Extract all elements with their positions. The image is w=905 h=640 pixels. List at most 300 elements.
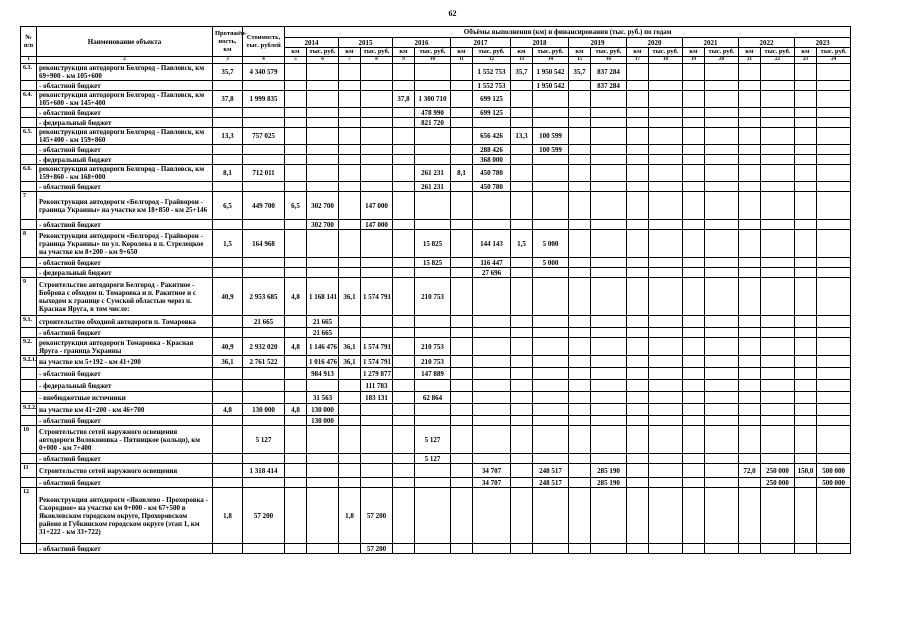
year-rub-cell <box>591 488 627 544</box>
row-object-name: - областной бюджет <box>37 145 213 155</box>
row-object-name: - областной бюджет <box>37 544 213 554</box>
year-rub-cell <box>533 268 569 278</box>
year-km-cell <box>339 81 361 91</box>
year-rub-cell: 100 599 <box>533 128 569 145</box>
year-km-cell: 13,3 <box>511 128 533 145</box>
year-rub-cell <box>761 278 795 316</box>
year-rub-cell <box>649 316 683 328</box>
year-rub-cell <box>705 478 739 488</box>
year-km-cell <box>285 426 307 454</box>
column-number: 1 <box>21 57 37 64</box>
year-rub-cell <box>705 192 739 220</box>
year-km-cell <box>451 192 473 220</box>
year-km-cell <box>339 416 361 426</box>
row-cost: 130 000 <box>243 404 285 416</box>
year-km-cell <box>683 392 705 404</box>
row-index <box>21 155 37 165</box>
year-rub-cell <box>361 145 393 155</box>
year-rub-cell <box>761 416 795 426</box>
table-row <box>21 380 851 392</box>
year-rub-cell <box>705 220 739 230</box>
year-km-cell <box>511 464 533 478</box>
row-length <box>213 268 243 278</box>
year-km-cell <box>739 145 761 155</box>
year-rub-cell <box>361 416 393 426</box>
year-rub-cell <box>591 165 627 182</box>
year-km-cell <box>339 368 361 380</box>
year-km-cell <box>627 380 649 392</box>
year-km-cell <box>511 328 533 338</box>
year-rub-cell <box>817 145 851 155</box>
year-km-cell <box>739 478 761 488</box>
year-km-cell <box>569 192 591 220</box>
year-rub-cell <box>761 454 795 464</box>
year-km-cell <box>739 278 761 316</box>
year-rub-cell <box>649 64 683 81</box>
year-rub-cell <box>307 464 339 478</box>
year-rub-cell: 210 753 <box>415 338 451 356</box>
row-length: 35,7 <box>213 64 243 81</box>
year-rub-cell <box>533 91 569 108</box>
header-unit-rub: тыс. руб. <box>705 48 739 57</box>
year-rub-cell: 368 000 <box>473 155 511 165</box>
year-km-cell <box>569 416 591 426</box>
year-rub-cell: 1 168 141 <box>307 278 339 316</box>
year-km-cell <box>683 544 705 554</box>
table-row <box>21 165 851 182</box>
year-rub-cell: 656 426 <box>473 128 511 145</box>
year-rub-cell: 837 284 <box>591 64 627 81</box>
year-rub-cell <box>649 488 683 544</box>
year-km-cell <box>683 278 705 316</box>
header-unit-km: км <box>739 48 761 57</box>
year-rub-cell <box>361 404 393 416</box>
year-km-cell <box>569 454 591 464</box>
row-index: 8 <box>21 230 37 258</box>
row-index: 10 <box>21 426 37 454</box>
year-km-cell <box>795 108 817 118</box>
year-km-cell <box>683 64 705 81</box>
row-length <box>213 182 243 192</box>
year-km-cell <box>339 108 361 118</box>
year-km-cell <box>285 165 307 182</box>
year-rub-cell <box>533 454 569 464</box>
year-rub-cell: 111 783 <box>361 380 393 392</box>
table-row <box>21 426 851 454</box>
row-cost: 712 011 <box>243 165 285 182</box>
row-length <box>213 328 243 338</box>
year-km-cell <box>451 464 473 478</box>
year-rub-cell <box>817 182 851 192</box>
year-rub-cell: 699 125 <box>473 91 511 108</box>
year-rub-cell <box>591 368 627 380</box>
row-object-name: - областной бюджет <box>37 108 213 118</box>
year-rub-cell <box>705 145 739 155</box>
year-km-cell <box>285 392 307 404</box>
year-rub-cell <box>473 544 511 554</box>
year-rub-cell <box>473 426 511 454</box>
column-number: 4 <box>243 57 285 64</box>
year-rub-cell <box>705 118 739 128</box>
year-km-cell <box>627 316 649 328</box>
year-rub-cell <box>533 488 569 544</box>
year-rub-cell <box>307 165 339 182</box>
year-rub-cell <box>361 165 393 182</box>
year-rub-cell <box>705 416 739 426</box>
year-km-cell <box>683 118 705 128</box>
year-rub-cell: 248 517 <box>533 478 569 488</box>
year-rub-cell <box>649 278 683 316</box>
year-rub-cell <box>649 118 683 128</box>
year-km-cell <box>795 258 817 268</box>
year-km-cell <box>285 230 307 258</box>
year-rub-cell <box>361 128 393 145</box>
year-km-cell <box>739 426 761 454</box>
year-km-cell <box>627 368 649 380</box>
year-km-cell <box>285 454 307 464</box>
year-km-cell <box>569 488 591 544</box>
year-km-cell <box>569 91 591 108</box>
year-rub-cell <box>307 128 339 145</box>
year-rub-cell <box>817 165 851 182</box>
year-km-cell <box>627 328 649 338</box>
year-km-cell <box>393 488 415 544</box>
year-rub-cell <box>649 454 683 464</box>
column-number: 15 <box>569 57 591 64</box>
year-rub-cell <box>817 404 851 416</box>
year-km-cell <box>683 356 705 368</box>
year-km-cell <box>739 192 761 220</box>
year-rub-cell <box>533 356 569 368</box>
header-year: 2017 <box>451 38 511 48</box>
row-length <box>213 118 243 128</box>
year-km-cell <box>285 81 307 91</box>
year-rub-cell: 1 574 791 <box>361 356 393 368</box>
year-km-cell <box>451 81 473 91</box>
row-length <box>213 544 243 554</box>
year-rub-cell: 500 000 <box>817 478 851 488</box>
year-rub-cell <box>649 392 683 404</box>
year-rub-cell: 302 700 <box>307 192 339 220</box>
year-km-cell: 8,1 <box>451 165 473 182</box>
year-km-cell <box>339 268 361 278</box>
table-row <box>21 91 851 108</box>
year-rub-cell <box>761 192 795 220</box>
year-km-cell <box>511 338 533 356</box>
year-rub-cell <box>415 416 451 426</box>
year-km-cell <box>683 192 705 220</box>
year-rub-cell <box>415 220 451 230</box>
row-length <box>213 454 243 464</box>
year-km-cell <box>739 64 761 81</box>
row-length: 6,5 <box>213 192 243 220</box>
year-rub-cell <box>473 316 511 328</box>
year-km-cell <box>451 488 473 544</box>
year-km-cell <box>511 488 533 544</box>
year-rub-cell <box>533 192 569 220</box>
year-km-cell <box>739 220 761 230</box>
year-km-cell <box>739 380 761 392</box>
year-rub-cell <box>817 192 851 220</box>
year-rub-cell <box>761 91 795 108</box>
year-rub-cell <box>649 478 683 488</box>
table-row <box>21 368 851 380</box>
year-rub-cell <box>817 128 851 145</box>
table-row <box>21 278 851 316</box>
year-km-cell <box>339 404 361 416</box>
year-rub-cell <box>649 182 683 192</box>
table-row <box>21 404 851 416</box>
year-km-cell <box>339 380 361 392</box>
year-rub-cell <box>649 258 683 268</box>
year-rub-cell <box>817 328 851 338</box>
year-km-cell <box>393 544 415 554</box>
year-rub-cell <box>705 155 739 165</box>
year-rub-cell <box>817 426 851 454</box>
year-km-cell <box>393 392 415 404</box>
year-km-cell <box>393 165 415 182</box>
year-rub-cell <box>307 544 339 554</box>
header-year: 2019 <box>569 38 627 48</box>
year-rub-cell <box>361 64 393 81</box>
year-km-cell <box>627 230 649 258</box>
year-rub-cell <box>761 380 795 392</box>
year-rub-cell <box>817 380 851 392</box>
year-km-cell <box>451 128 473 145</box>
year-km-cell <box>285 155 307 165</box>
table-row <box>21 268 851 278</box>
year-rub-cell <box>817 488 851 544</box>
year-km-cell <box>795 230 817 258</box>
year-rub-cell: 147 000 <box>361 220 393 230</box>
year-km-cell <box>393 145 415 155</box>
year-km-cell <box>627 192 649 220</box>
row-object-name: - внебюджетные источники <box>37 392 213 404</box>
row-cost: 2 761 522 <box>243 356 285 368</box>
row-cost <box>243 328 285 338</box>
year-rub-cell <box>649 192 683 220</box>
year-rub-cell <box>591 380 627 392</box>
row-cost <box>243 182 285 192</box>
column-number: 8 <box>361 57 393 64</box>
year-rub-cell <box>473 368 511 380</box>
year-rub-cell <box>473 328 511 338</box>
header-unit-rub: тыс. руб. <box>817 48 851 57</box>
header-volumes-title: Объёмы выполнения (км) и финансирования (тыс. руб.) по годам <box>285 27 851 38</box>
year-km-cell <box>795 338 817 356</box>
column-numbers-row <box>21 57 851 64</box>
year-rub-cell <box>705 165 739 182</box>
row-index: 6.4. <box>21 91 37 108</box>
year-km-cell <box>339 155 361 165</box>
row-cost <box>243 118 285 128</box>
year-rub-cell <box>473 192 511 220</box>
year-km-cell <box>511 91 533 108</box>
year-km-cell <box>393 230 415 258</box>
table-row <box>21 64 851 81</box>
year-rub-cell <box>533 278 569 316</box>
year-km-cell <box>627 404 649 416</box>
year-km-cell <box>795 478 817 488</box>
year-rub-cell <box>473 416 511 426</box>
row-object-name: - областной бюджет <box>37 416 213 426</box>
year-rub-cell <box>817 316 851 328</box>
row-cost <box>243 380 285 392</box>
year-rub-cell <box>817 220 851 230</box>
year-km-cell <box>451 426 473 454</box>
table-row <box>21 182 851 192</box>
year-rub-cell <box>761 155 795 165</box>
row-object-name: реконструкция автодороги Белгород - Павловск, км 105+600 - км 145+400 <box>37 91 213 108</box>
table-row <box>21 464 851 478</box>
year-km-cell <box>569 128 591 145</box>
year-rub-cell <box>361 118 393 128</box>
year-km-cell <box>627 278 649 316</box>
year-rub-cell <box>533 182 569 192</box>
year-rub-cell: 5 127 <box>415 454 451 464</box>
year-km-cell <box>683 220 705 230</box>
year-rub-cell <box>361 258 393 268</box>
year-rub-cell <box>817 108 851 118</box>
year-km-cell <box>683 258 705 268</box>
year-km-cell <box>569 268 591 278</box>
header-unit-rub: тыс. руб. <box>533 48 569 57</box>
year-km-cell <box>339 220 361 230</box>
year-km-cell: 36,1 <box>339 356 361 368</box>
row-cost: 4 340 579 <box>243 64 285 81</box>
column-number: 2 <box>37 57 213 64</box>
year-km-cell <box>739 392 761 404</box>
year-km-cell <box>451 230 473 258</box>
year-km-cell <box>339 328 361 338</box>
year-rub-cell <box>817 544 851 554</box>
year-rub-cell: 450 780 <box>473 165 511 182</box>
year-km-cell <box>739 258 761 268</box>
year-rub-cell <box>761 356 795 368</box>
row-cost: 5 127 <box>243 426 285 454</box>
year-km-cell <box>393 128 415 145</box>
year-rub-cell <box>473 380 511 392</box>
year-km-cell <box>795 328 817 338</box>
year-rub-cell <box>649 128 683 145</box>
year-km-cell <box>451 220 473 230</box>
year-rub-cell <box>307 454 339 464</box>
year-km-cell <box>285 328 307 338</box>
year-km-cell <box>393 368 415 380</box>
header-unit-km: км <box>451 48 473 57</box>
year-rub-cell <box>361 230 393 258</box>
table-row <box>21 454 851 464</box>
year-km-cell <box>511 426 533 454</box>
year-km-cell: 4,8 <box>285 278 307 316</box>
row-cost: 164 968 <box>243 230 285 258</box>
header-length: Протяжён-ность, км <box>213 27 243 57</box>
year-km-cell <box>683 182 705 192</box>
row-length: 40,9 <box>213 278 243 316</box>
year-rub-cell <box>761 230 795 258</box>
year-rub-cell <box>591 328 627 338</box>
row-object-name: реконструкция автодороги Белгород - Павловск, км 159+860 - км 168+000 <box>37 165 213 182</box>
row-cost <box>243 81 285 91</box>
year-km-cell <box>451 316 473 328</box>
year-rub-cell <box>817 416 851 426</box>
year-rub-cell <box>705 368 739 380</box>
year-rub-cell <box>361 108 393 118</box>
row-object-name: - областной бюджет <box>37 258 213 268</box>
year-km-cell <box>683 316 705 328</box>
row-object-name: реконструкция автодороги Белгород - Павловск, км 69+900 - км 105+600 <box>37 64 213 81</box>
year-km-cell <box>739 356 761 368</box>
year-km-cell <box>511 145 533 155</box>
year-km-cell <box>739 368 761 380</box>
year-km-cell <box>795 64 817 81</box>
row-index <box>21 416 37 426</box>
year-rub-cell: 147 889 <box>415 368 451 380</box>
year-rub-cell <box>817 258 851 268</box>
year-km-cell <box>339 128 361 145</box>
row-object-name: - федеральный бюджет <box>37 268 213 278</box>
year-km-cell <box>393 338 415 356</box>
year-rub-cell: 478 990 <box>415 108 451 118</box>
year-rub-cell <box>591 182 627 192</box>
year-rub-cell <box>761 368 795 380</box>
year-km-cell <box>627 478 649 488</box>
row-object-name: Реконструкция автодороги «Яковлево - Прохоровка - Скородное» на участке км 0+000 - км 67+500 в Яковлевском городском округе, Прохоровском районе и Губкинском городском округе (этап 1, км 31+222 - км 33+722) <box>37 488 213 544</box>
year-km-cell <box>339 454 361 464</box>
row-cost: 757 025 <box>243 128 285 145</box>
year-rub-cell: 699 125 <box>473 108 511 118</box>
row-cost: 449 700 <box>243 192 285 220</box>
year-rub-cell <box>591 268 627 278</box>
financing-table <box>20 26 851 554</box>
year-km-cell <box>451 64 473 81</box>
year-rub-cell <box>415 64 451 81</box>
year-km-cell <box>569 464 591 478</box>
row-cost <box>243 145 285 155</box>
year-km-cell <box>511 165 533 182</box>
year-km-cell <box>683 426 705 454</box>
year-km-cell <box>683 145 705 155</box>
row-object-name: Строительство сетей наружного освещения автодороги Волоконовка - Пятницкое (кольцо), км 0+000 - км 7+400 <box>37 426 213 454</box>
row-index: 7 <box>21 192 37 220</box>
year-rub-cell <box>591 230 627 258</box>
year-km-cell <box>683 328 705 338</box>
year-km-cell <box>795 544 817 554</box>
row-index: 6.6. <box>21 165 37 182</box>
year-km-cell <box>285 544 307 554</box>
year-km-cell <box>795 145 817 155</box>
row-index <box>21 544 37 554</box>
year-km-cell <box>511 81 533 91</box>
year-km-cell <box>739 108 761 118</box>
year-rub-cell <box>591 356 627 368</box>
year-rub-cell <box>761 316 795 328</box>
row-length <box>213 316 243 328</box>
year-km-cell <box>739 544 761 554</box>
year-km-cell <box>627 108 649 118</box>
year-km-cell <box>627 64 649 81</box>
year-rub-cell <box>591 392 627 404</box>
row-length <box>213 416 243 426</box>
year-rub-cell <box>649 544 683 554</box>
year-km-cell <box>451 182 473 192</box>
year-km-cell <box>569 165 591 182</box>
year-km-cell <box>393 478 415 488</box>
year-rub-cell <box>705 128 739 145</box>
year-km-cell <box>683 380 705 392</box>
header-unit-km: км <box>393 48 415 57</box>
year-rub-cell <box>817 268 851 278</box>
